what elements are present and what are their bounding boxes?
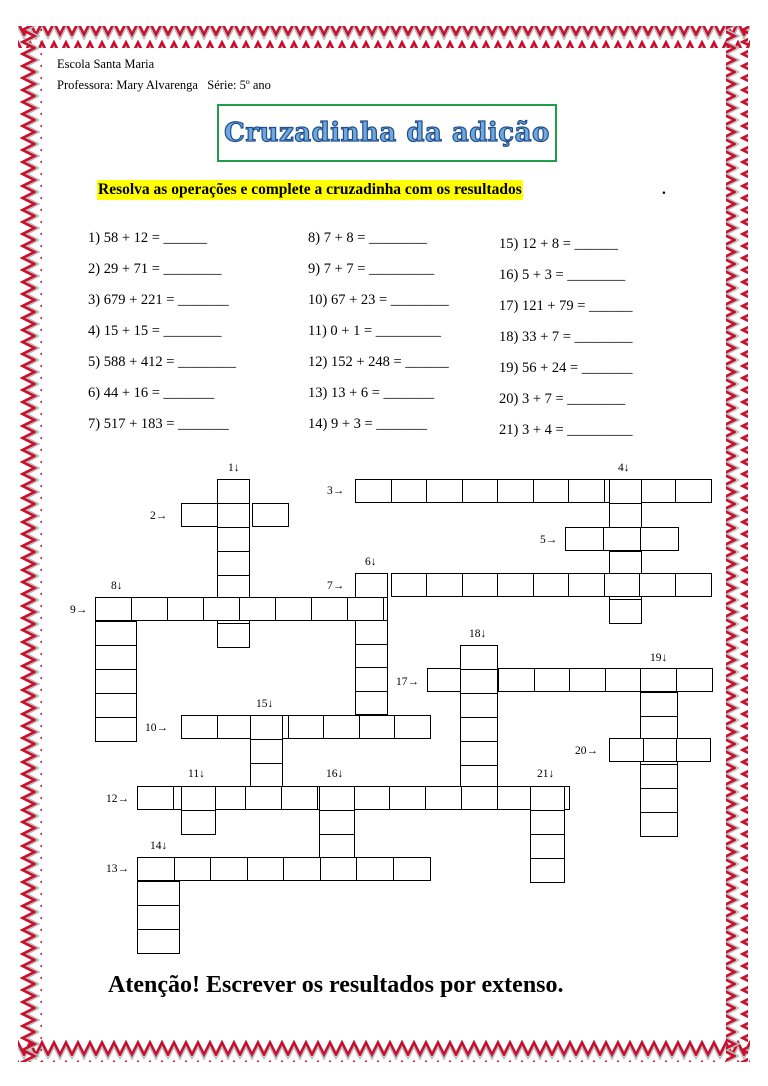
crossword-cell[interactable]	[355, 667, 388, 692]
crossword-cell[interactable]	[181, 786, 216, 811]
crossword-cell[interactable]	[676, 738, 711, 762]
crossword-cell[interactable]	[320, 857, 358, 881]
crossword-cell[interactable]	[95, 645, 137, 670]
crossword-cell[interactable]	[311, 597, 348, 621]
crossword-cell[interactable]	[640, 527, 679, 551]
crossword-cell[interactable]	[217, 479, 250, 504]
clue-19: 19↓	[650, 652, 668, 664]
instruction-period: .	[662, 181, 666, 198]
crossword-cell[interactable]	[530, 786, 565, 811]
crossword-cell[interactable]	[533, 479, 570, 503]
clue-8: 8↓	[111, 580, 123, 592]
title-box	[217, 104, 557, 162]
crossword-cell[interactable]	[355, 573, 388, 598]
attention-note: Atenção! Escrever os resultados por extenso.	[108, 972, 564, 998]
question-20: 20) 3 + 7 = ________	[499, 391, 626, 407]
crossword-cell[interactable]	[355, 644, 388, 669]
question-1: 1) 58 + 12 = ______	[88, 230, 208, 246]
crossword-cell[interactable]	[604, 573, 641, 597]
crossword-cell[interactable]	[640, 812, 678, 837]
crossword-cell[interactable]	[95, 693, 137, 718]
clue-5: 5→	[540, 534, 558, 546]
clue-2: 2→	[150, 510, 168, 522]
clue-10: 10→	[145, 722, 168, 734]
crossword-cell[interactable]	[355, 691, 388, 716]
crossword-cell[interactable]	[319, 834, 355, 859]
crossword-cell[interactable]	[95, 597, 132, 621]
crossword-cell[interactable]	[565, 527, 604, 551]
crossword-cell[interactable]	[640, 668, 677, 692]
crossword-cell[interactable]	[319, 810, 355, 835]
crossword-cell[interactable]	[283, 857, 321, 881]
crossword-cell[interactable]	[137, 786, 174, 810]
clue-14: 14↓	[150, 840, 168, 852]
crossword-cell[interactable]	[425, 786, 462, 810]
crossword-cell[interactable]	[530, 858, 565, 883]
crossword-cell[interactable]	[217, 527, 250, 552]
crossword-cell[interactable]	[568, 573, 605, 597]
question-16: 16) 5 + 3 = ________	[499, 267, 626, 283]
crossword-cell[interactable]	[245, 786, 282, 810]
clue-21: 21↓	[537, 768, 555, 780]
crossword-cell[interactable]	[568, 479, 605, 503]
crossword-cell[interactable]	[181, 715, 218, 739]
crossword-cell[interactable]	[281, 786, 318, 810]
crossword-cell[interactable]	[426, 479, 463, 503]
crossword-cell[interactable]	[355, 620, 388, 645]
crossword-cell[interactable]	[95, 669, 137, 694]
crossword-cell[interactable]	[288, 715, 325, 739]
clue-17: 17→	[396, 676, 419, 688]
crossword-cell[interactable]	[247, 857, 285, 881]
crossword-cell[interactable]	[427, 668, 464, 692]
crossword-cell[interactable]	[639, 573, 676, 597]
question-6: 6) 44 + 16 = _______	[88, 385, 215, 401]
crossword-cell[interactable]	[460, 669, 498, 694]
crossword-cell[interactable]	[393, 857, 431, 881]
clue-1: 1↓	[228, 462, 240, 474]
question-19: 19) 56 + 24 = _______	[499, 360, 633, 376]
question-9: 9) 7 + 7 = _________	[308, 261, 435, 277]
crossword-cell[interactable]	[252, 503, 289, 527]
crossword-cell[interactable]	[426, 573, 463, 597]
question-11: 11) 0 + 1 = _________	[308, 323, 442, 339]
crossword-cell[interactable]	[181, 503, 218, 527]
crossword-cell[interactable]	[530, 834, 565, 859]
crossword-cell[interactable]	[217, 551, 250, 576]
crossword-cell[interactable]	[640, 692, 678, 717]
crossword-cell[interactable]	[347, 597, 384, 621]
clue-6: 6↓	[365, 556, 377, 568]
crossword-cell[interactable]	[497, 479, 534, 503]
crossword-cell[interactable]	[462, 573, 499, 597]
question-7: 7) 517 + 183 = _______	[88, 416, 229, 432]
crossword-cell[interactable]	[534, 668, 571, 692]
clue-3: 3→	[327, 485, 345, 497]
teacher-grade-line: Professora: Mary Alvarenga Série: 5º ano	[57, 78, 271, 92]
crossword-cell[interactable]	[356, 857, 394, 881]
crossword-cell[interactable]	[359, 715, 396, 739]
question-8: 8) 7 + 8 = ________	[308, 230, 428, 246]
crossword-cell[interactable]	[460, 741, 498, 766]
crossword-cell[interactable]	[131, 597, 168, 621]
crossword-cell[interactable]	[639, 479, 676, 503]
crossword-cell[interactable]	[217, 623, 250, 648]
crossword-cell[interactable]	[643, 738, 678, 762]
question-4: 4) 15 + 15 = ________	[88, 323, 222, 339]
crossword-cell[interactable]	[533, 573, 570, 597]
crossword-cell[interactable]	[353, 786, 390, 810]
crossword-cell[interactable]	[210, 857, 248, 881]
clue-16: 16↓	[326, 768, 344, 780]
crossword-cell[interactable]	[250, 715, 283, 740]
crossword-cell[interactable]	[174, 857, 212, 881]
crossword-cell[interactable]	[609, 479, 642, 504]
question-5: 5) 588 + 412 = ________	[88, 354, 237, 370]
crossword-cell[interactable]	[250, 739, 283, 764]
crossword-cell[interactable]	[530, 810, 565, 835]
question-3: 3) 679 + 221 = _______	[88, 292, 229, 308]
question-17: 17) 121 + 79 = ______	[499, 298, 633, 314]
clue-15: 15↓	[256, 698, 274, 710]
crossword-cell[interactable]	[675, 573, 712, 597]
question-14: 14) 9 + 3 = _______	[308, 416, 428, 432]
clue-11: 11↓	[188, 768, 205, 780]
crossword-cell[interactable]	[609, 738, 644, 762]
crossword-cell[interactable]	[497, 573, 534, 597]
crossword-cell[interactable]	[355, 479, 392, 503]
crossword-cell[interactable]	[460, 693, 498, 718]
school-name: Escola Santa Maria	[57, 57, 155, 71]
crossword-cell[interactable]	[460, 717, 498, 742]
crossword-cell[interactable]	[239, 597, 276, 621]
crossword-cell[interactable]	[95, 717, 137, 742]
crossword-cell[interactable]	[217, 503, 250, 528]
question-21: 21) 3 + 4 = _________	[499, 422, 633, 438]
crossword-cell[interactable]	[605, 668, 642, 692]
crossword-cell[interactable]	[640, 764, 678, 789]
crossword-cell[interactable]	[137, 905, 180, 930]
crossword-cell[interactable]	[497, 786, 534, 810]
crossword-cell[interactable]	[603, 527, 642, 551]
crossword-cell[interactable]	[203, 597, 240, 621]
crossword-cell[interactable]	[609, 599, 642, 624]
crossword-cell[interactable]	[498, 668, 535, 692]
clue-4: 4↓	[618, 462, 630, 474]
clue-7: 7→	[327, 580, 345, 592]
crossword-cell[interactable]	[676, 668, 713, 692]
clue-20: 20→	[575, 745, 598, 757]
crossword-cell[interactable]	[460, 645, 498, 670]
crossword-cell[interactable]	[323, 715, 360, 739]
clue-18: 18↓	[469, 628, 487, 640]
crossword-cell[interactable]	[461, 786, 498, 810]
crossword-cell[interactable]	[394, 715, 431, 739]
crossword-cell[interactable]	[250, 763, 283, 788]
question-2: 2) 29 + 71 = ________	[88, 261, 222, 277]
question-10: 10) 67 + 23 = ________	[308, 292, 449, 308]
crossword-cell[interactable]	[167, 597, 204, 621]
crossword-cell[interactable]	[95, 621, 137, 646]
crossword-cell[interactable]	[391, 479, 428, 503]
crossword-cell[interactable]	[319, 786, 355, 811]
crossword-cell[interactable]	[609, 503, 642, 528]
question-18: 18) 33 + 7 = ________	[499, 329, 633, 345]
crossword-cell[interactable]	[217, 715, 254, 739]
crossword-cell[interactable]	[137, 929, 180, 954]
crossword-cell[interactable]	[137, 881, 180, 906]
crossword-cell[interactable]	[569, 668, 606, 692]
crossword-cell[interactable]	[389, 786, 426, 810]
crossword-cell[interactable]	[137, 857, 175, 881]
clue-9: 9→	[70, 604, 88, 616]
question-15: 15) 12 + 8 = ______	[499, 236, 619, 252]
crossword-cell[interactable]	[462, 479, 499, 503]
crossword-cell[interactable]	[391, 573, 428, 597]
clue-13: 13→	[106, 863, 129, 875]
crossword-cell[interactable]	[275, 597, 312, 621]
crossword-cell[interactable]	[181, 810, 216, 835]
crossword-cell[interactable]	[640, 788, 678, 813]
page-title: Cruzadinha da adição	[224, 118, 550, 148]
instruction-text: Resolva as operações e complete a cruzadinha com os resultados	[98, 181, 522, 198]
question-13: 13) 13 + 6 = _______	[308, 385, 435, 401]
crossword-cell[interactable]	[675, 479, 712, 503]
clue-12: 12→	[106, 793, 129, 805]
question-12: 12) 152 + 248 = ______	[308, 354, 449, 370]
